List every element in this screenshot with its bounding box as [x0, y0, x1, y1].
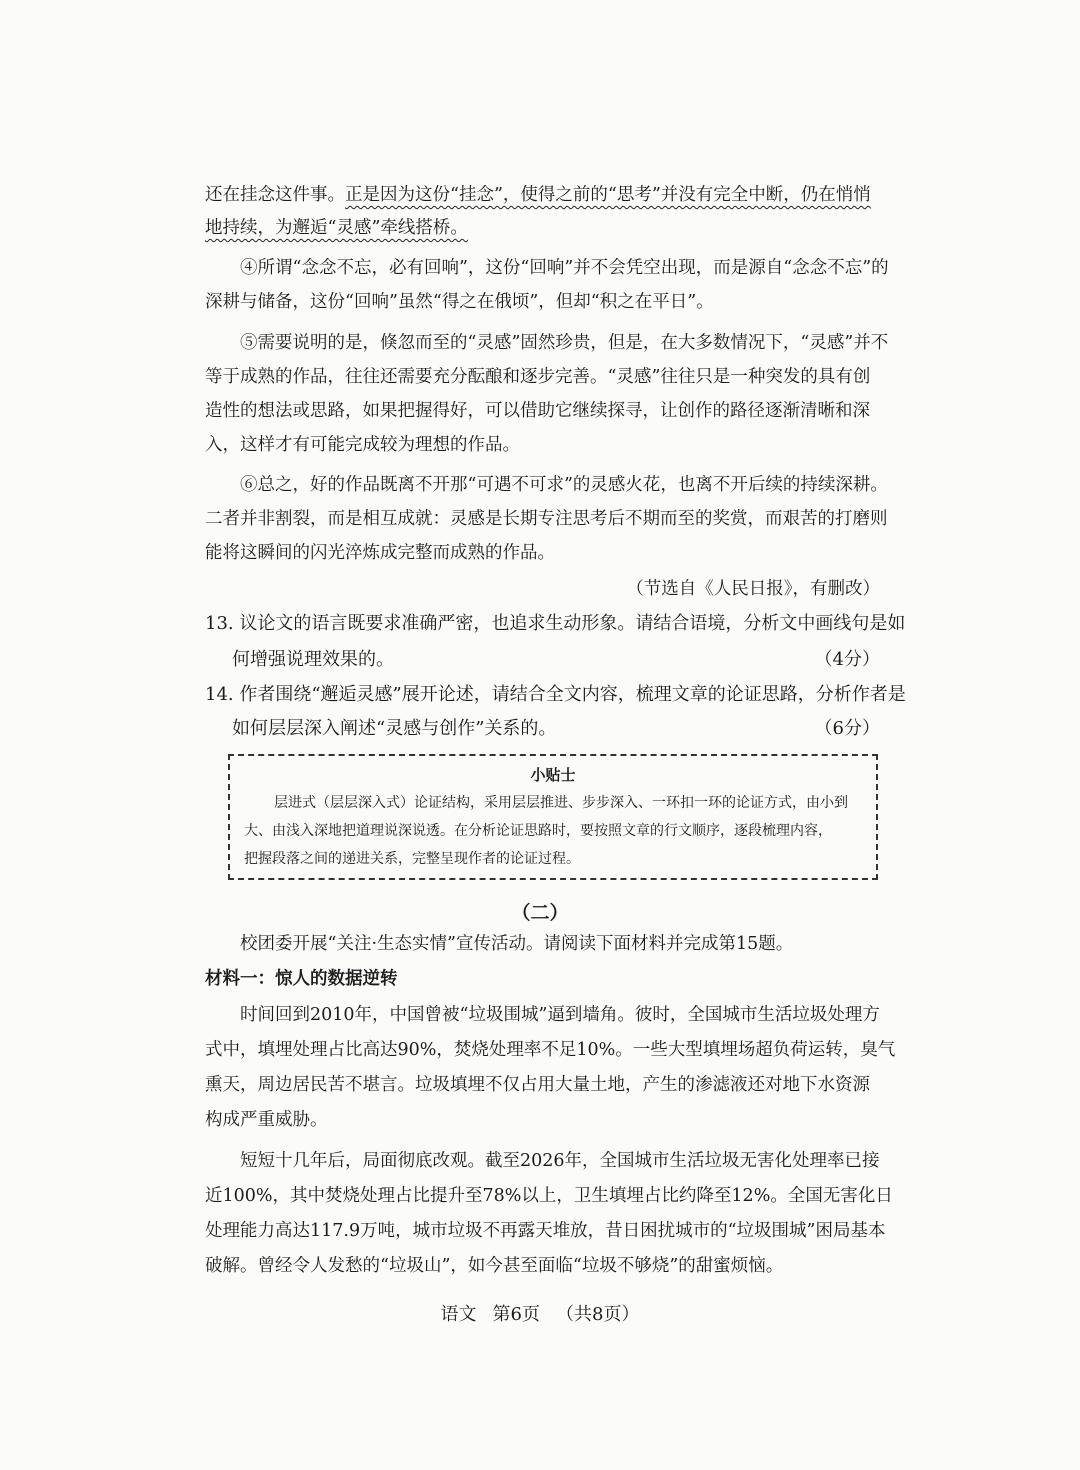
underlined-sentence: 正是因为这份“挂念”，使得之前的“思考”并没有完全中断，仍在悄悄 [345, 185, 871, 205]
page-footer [0, 1300, 1080, 1326]
question-14: 14. 作者围绕“邂逅灵感”展开论述，请结合全文内容，梳理文章的论证思路，分析作者是 [205, 684, 906, 705]
plain-text: 还在挂念这件事。 [205, 185, 345, 205]
source-note: （节选自《人民日报》，有删改） [626, 579, 880, 599]
question-13-cont: 何增强说理效果的。 [232, 649, 394, 670]
paragraph-4-line: ④所谓“念念不忘，必有回响”，这份“回响”并不会凭空出现，而是源自“念念不忘”的 [240, 258, 889, 278]
paragraph-5-line: ⑤需要说明的是，倏忽而至的“灵感”固然珍贵，但是，在大多数情况下，“灵感”并不 [240, 333, 889, 353]
paragraph-6-line: ⑥总之，好的作品既离不开那“可遇不可求”的灵感火花，也离不开后续的持续深耕。 [240, 475, 888, 495]
tip-title: 小贴士 [530, 766, 576, 784]
material-1-line: 构成严重威胁。 [205, 1110, 328, 1130]
paragraph-6-line: 能将这瞬间的闪光淬炼成完整而成熟的作品。 [205, 543, 555, 563]
footer-page: 第6页 [492, 1304, 540, 1325]
tip-line: 把握段落之间的递进关系，完整呈现作者的论证过程。 [244, 851, 580, 867]
text-line [205, 215, 885, 241]
question-14-score: （6分） [814, 718, 880, 739]
tip-box [228, 754, 878, 880]
tip-line: 层进式（层层深入式）论证结构，采用层层推进、步步深入、一环扣一环的论证方式，由小到 [274, 795, 848, 811]
material-2-line: 短短十几年后，局面彻底改观。截至2026年，全国城市生活垃圾无害化处理率已接 [240, 1151, 880, 1171]
material-1-line: 时间回到2010年，中国曾被“垃圾围城”逼到墙角。彼时，全国城市生活垃圾处理方 [240, 1005, 880, 1025]
paragraph-6-line: 二者并非割裂，而是相互成就：灵感是长期专注思考后不期而至的奖赏，而艰苦的打磨则 [205, 509, 888, 529]
footer-subject: 语文 [440, 1304, 477, 1325]
material-2-line: 破解。曾经令人发愁的“垃圾山”，如今甚至面临“垃圾不够烧”的甜蜜烦恼。 [205, 1256, 784, 1276]
paragraph-5-line: 入，这样才有可能完成较为理想的作品。 [205, 435, 520, 455]
paragraph-5-line: 等于成熟的作品，往往还需要充分酝酿和逐步完善。“灵感”往往只是一种突发的具有创 [205, 367, 871, 387]
paragraph-4-line: 深耕与储备，这份“回响”虽然“得之在俄顷”，但却“积之在平日”。 [205, 292, 714, 312]
material-2-line: 近100%，其中焚烧处理占比提升至78%以上，卫生填埋占比约降至12%。全国无害化日 [205, 1186, 893, 1206]
question-13: 13. 议论文的语言既要求准确严密，也追求生动形象。请结合语境，分析文中画线句是如 [205, 613, 906, 634]
material-title: 材料一：惊人的数据逆转 [205, 969, 398, 989]
paragraph-5-line: 造性的想法或思路，如果把握得好，可以借助它继续探寻，让创作的路径逐渐清晰和深 [205, 401, 870, 421]
footer-total: （共8页） [556, 1304, 640, 1325]
section-heading: （二） [511, 902, 569, 924]
material-1-line: 熏天，周边居民苦不堪言。垃圾填埋不仅占用大量土地，产生的渗滤液还对地下水资源 [205, 1075, 870, 1095]
text-line [205, 182, 885, 208]
section-intro: 校团委开展“关注·生态实情”宣传活动。请阅读下面材料并完成第15题。 [240, 934, 794, 954]
tip-line: 大、由浅入深地把道理说深说透。在分析论证思路时，要按照文章的行文顺序，逐段梳理内容， [244, 823, 832, 839]
question-13-score: （4分） [814, 649, 880, 670]
question-14-cont: 如何层层深入阐述“灵感与创作”关系的。 [232, 718, 557, 739]
material-1-line: 式中，填埋处理占比高达90%，焚烧处理率不足10%。一些大型填埋场超负荷运转，臭气 [205, 1040, 896, 1060]
material-2-line: 处理能力高达117.9万吨，城市垃圾不再露天堆放，昔日困扰城市的“垃圾围城”困局基本 [205, 1221, 886, 1241]
underlined-sentence: 地持续，为邂逅“灵感”牵线搭桥。 [205, 218, 468, 238]
